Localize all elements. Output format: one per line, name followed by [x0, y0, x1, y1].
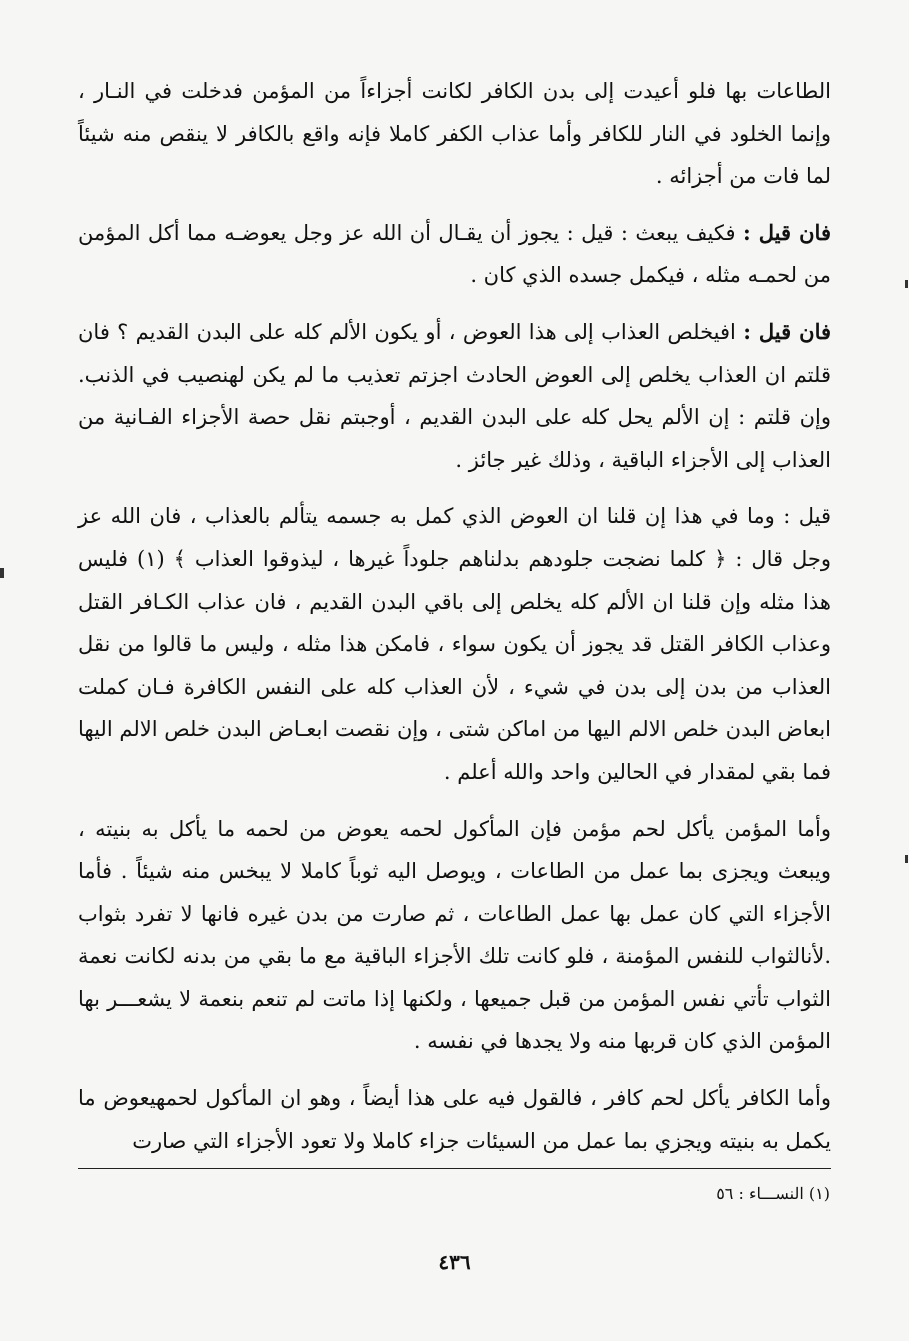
paragraph-1	[78, 70, 831, 198]
paragraph-3	[78, 311, 831, 481]
paragraph-text: وأما الكافر يأكل لحم كافر ، فالقول فيه على هذا أيضاً ، وهو ان المأكول لحمهيعوض ما يكمل به بنيته ويجزي بما عمل من السيئات جزاء كاملا ولا تعود الأجزاء التي صارت	[78, 1086, 831, 1153]
paragraph-4	[78, 495, 831, 793]
paragraph-lead: فان قيل :	[743, 318, 832, 344]
footnote-divider	[78, 1168, 831, 1169]
paragraph-2	[78, 212, 831, 297]
main-text	[78, 70, 831, 1176]
paragraph-text: قيل : وما في هذا إن قلنا ان العوض الذي كمل به جسمه يتألم بالعذاب ، فان الله عز وجل قال : ﴿ كلما نضجت جلودهم بدلناهم جلوداً غيرها ، ليذوقوا العذاب ﴾ (١) فليس هذا مثله وإن قلنا ان الألم كله يخلص إلى باقي البدن القديم ، فان عذاب الكـافر القتل وعذاب الكافر القتل قد يجوز أن يكون سواء ، فامكن هذا مثله ، وليس ما قالوا من نقل العذاب من بدن إلى بدن في شيء ، لأن العذاب كله على النفس الكافرة فـان كملت ابعاض البدن خلص الالم اليها من اماكن شتى ، وإن نقصت ابعـاض البدن خلص الالم اليها فما بقي لمقدار في الحالين واحد والله أعلم .	[78, 504, 832, 784]
paragraph-lead: فان قيل :	[742, 219, 831, 245]
paragraph-6	[78, 1077, 831, 1162]
paragraph-text: الطاعات بها فلو أعيدت إلى بدن الكافر لكانت أجزاءاً من المؤمن فدخلت في النـار ، وإنما الخلود في النار للكافر وأما عذاب الكفر كاملا فإنه واقع بالكافر لا ينقص منه شيئاً لما فات من أجزائه .	[78, 79, 831, 189]
scan-edge-mark	[0, 568, 4, 578]
paragraph-text: افيخلص العذاب إلى هذا العوض ، أو يكون الألم كله على البدن القديم ؟ فان قلتم ان العذاب يخلص إلى العوض الحادث اجزتم تعذيب ما لم يكن لهنصيب في الذنب. وإن قلتم : إن الألم يحل كله على البدن القديم ، أوجبتم نقل حصة الأجزاء الفـانية من العذاب إلى الأجزاء الباقية ، وذلك غير جائز .	[78, 319, 831, 472]
page-number: ٤٣٦	[438, 1250, 471, 1274]
scan-edge-mark	[905, 280, 908, 288]
paragraph-text: فكيف يبعث : قيل : يجوز أن يقـال أن الله عز وجل يعوضـه مما أكل المؤمن من لحمـه مثله ، فيكمل جسده الذي كان .	[78, 220, 831, 288]
paragraph-text: وأما المؤمن يأكل لحم مؤمن فإن المأكول لحمه يعوض من لحمه ما يأكل به بنيته ، ويبعث ويجزى بما عمل من الطاعات ، ويوصل اليه ثوباً كاملا لا يبخس منه شيئاً . فأما الأجزاء التي كان عمل بها عمل الطاعات ، ثم صارت من بدن غيره فانها لا تفرد بثواب .لأنالثواب للنفس المؤمنة ، فلو كانت تلك الأجزاء الباقية مع ما بقي من بدنه لكانت نعمة الثواب تأتي نفس المؤمن من قبل جميعها ، ولكنها إذا ماتت لم تنعم بنعمة لا يشعـــر بها المؤمن الذي كان قربها منه ولا يجدها في نفسه .	[78, 816, 831, 1054]
paragraph-5	[78, 808, 831, 1064]
scan-edge-mark	[905, 855, 908, 863]
footnote: (١) النســـاء : ٥٦	[716, 1184, 830, 1203]
